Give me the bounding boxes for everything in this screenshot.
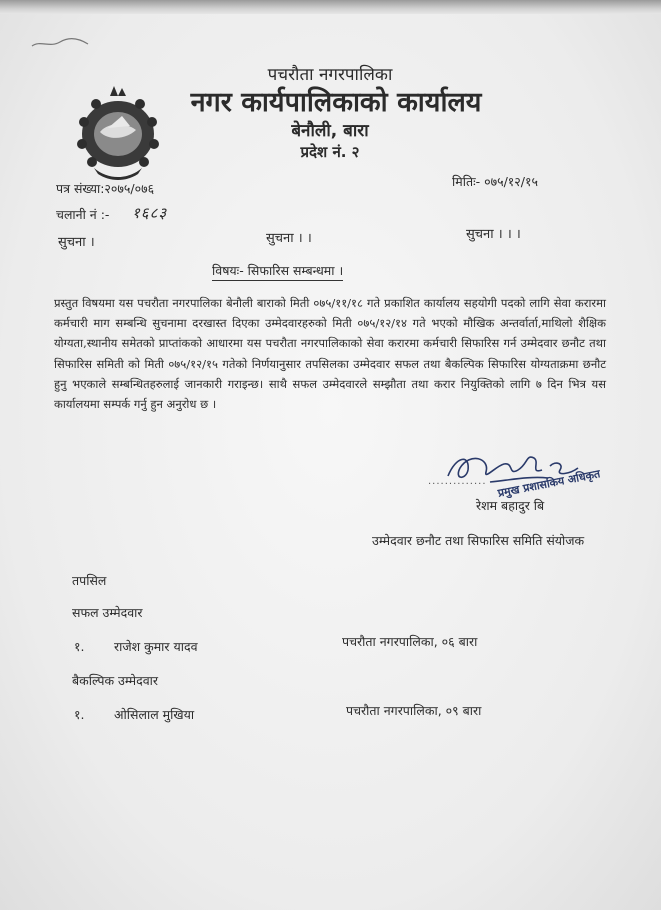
candidate-name: ओसिलाल मुखिया <box>114 707 195 722</box>
municipality-name: पचरौता नगरपालिका <box>267 65 393 85</box>
signature-dotted-line: .............. <box>428 476 487 487</box>
notice-label-3: सुचना । । । <box>466 227 521 242</box>
notice-label-1: सुचना । <box>58 235 95 250</box>
letter-body: प्रस्तुत विषयमा यस पचरौता नगरपालिका बेनौली बाराको मिती ०७५/११/१८ गते प्रकाशित कार्यालय सहयोगी पदको लागि सेवा करारमा कर्मचारी माग सम्बन्धि सुचनामा दरखास्त दिएका उम्मेदवारहरुको मिती ०७५/१२/१४ गते भएको मौखिक अन्तर्वार्ता,माथिलो शैक्षिक योग्यता,स्थानीय समेतको प्राप्तांकको आधारमा यस पचरौता नगरपालिकाको सेवा करारमा कर्मचारी सिफारिस गर्न उम्मेदवार छनौट तथा सिफारिस समिती को मिती ०७५/१२/१५ गतेको निर्णयानुसार तपसिलका उम्मेदवार सफल तथा बैकल्पिक सिफारिस योग्यताक्रमा छनौट हुनु भएकाले सम्बन्धितहरुलाई जानकारी गराइन्छ। साथै सफल उम्मेदवारले सम्झौता तथा करार नियुक्तिको लागि ७ दिन भित्र यस कार्यालयमा सम्पर्क गर्नु हुन अनुरोध छ । <box>54 296 606 412</box>
dispatch-label: चलानी नं :- <box>56 207 110 222</box>
office-title: नगर कार्यपालिकाको कार्यालय <box>190 87 482 118</box>
candidate-serial: १. <box>74 707 85 722</box>
candidate-name: राजेश कुमार यादव <box>114 639 198 654</box>
signatory-designation: उम्मेदवार छनौट तथा सिफारिस समिति संयोजक <box>372 533 585 548</box>
alternate-candidate-heading: बैकल्पिक उम्मेदवार <box>72 673 159 688</box>
scan-edge <box>0 0 661 14</box>
candidate-address: पचरौता नगरपालिका, ०९ बारा <box>346 703 482 718</box>
subject-line: विषयः- सिफारिस सम्बन्धमा । <box>212 262 343 281</box>
candidate-serial: १. <box>74 639 85 654</box>
letter-number: पत्र संख्या:२०७५/०७६ <box>56 181 155 196</box>
successful-candidate-heading: सफल उम्मेदवार <box>72 605 143 620</box>
office-location: बेनौली, बारा <box>291 121 369 141</box>
signatory-name: रेशम बहादुर बि <box>476 498 545 513</box>
official-stamp: प्रमुख प्रशासकिय अधिकृत <box>496 467 602 500</box>
schedule-heading: तपसिल <box>72 573 107 588</box>
pen-scratch <box>30 36 90 50</box>
letter-date: मितिः- ०७५/१२/१५ <box>452 174 539 189</box>
candidate-address: पचरौता नगरपालिका, ०६ बारा <box>342 634 478 649</box>
government-emblem-icon <box>64 82 172 182</box>
notice-label-2: सुचना । । <box>266 231 312 246</box>
dispatch-number: १६८३ <box>132 204 168 222</box>
province-number: प्रदेश नं. २ <box>300 143 360 161</box>
